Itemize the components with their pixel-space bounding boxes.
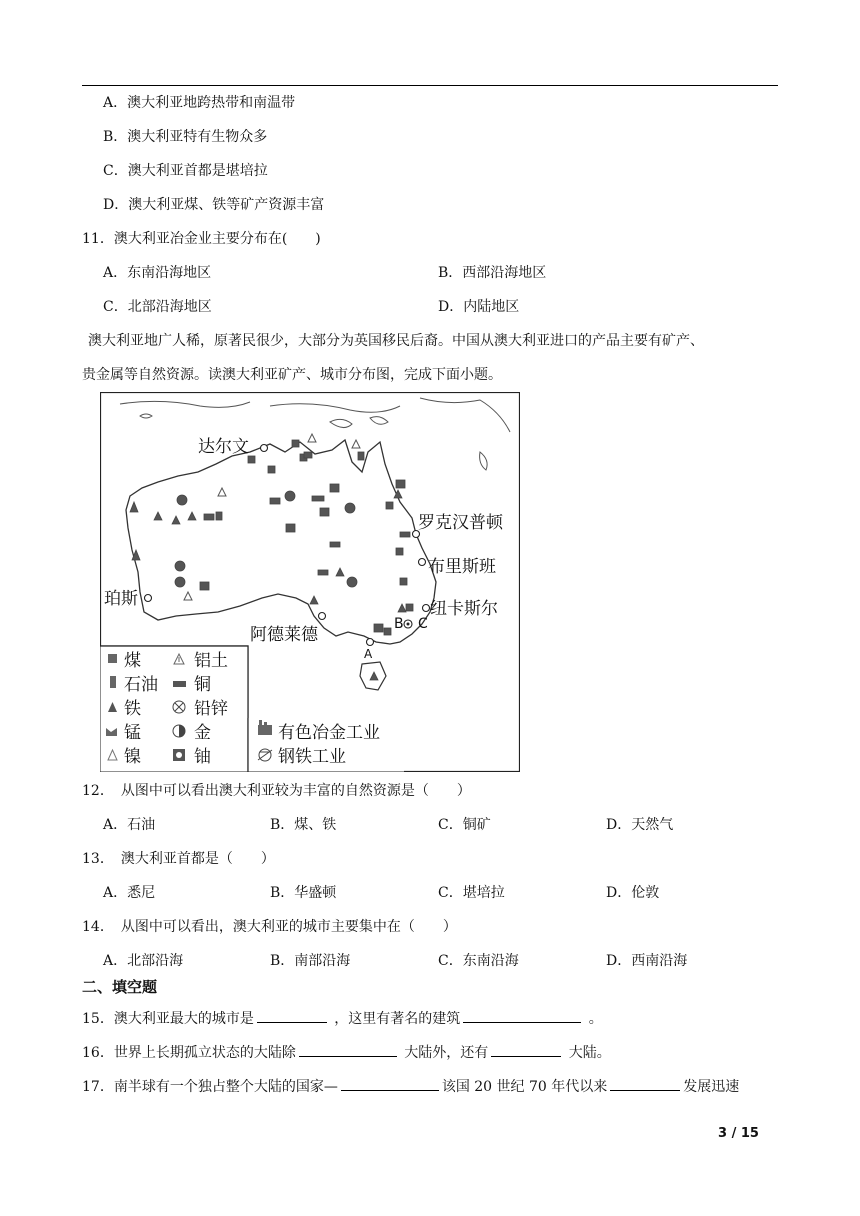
q11-option-c[interactable]: C．北部沿海地区 <box>103 299 212 315</box>
q12-stem: 12． 从图中可以看出澳大利亚较为丰富的自然资源是（ ） <box>82 783 471 799</box>
q15-part-2: ，这里有著名的建筑 <box>334 1011 461 1027</box>
legend-steel: 钢铁工业 <box>278 747 346 767</box>
q10-option-a[interactable]: A．澳大利亚地跨热带和南温带 <box>103 95 296 111</box>
q12-option-b[interactable]: B．煤、铁 <box>270 817 337 833</box>
q16-part-1: 16．世界上长期孤立状态的大陆除 <box>82 1045 296 1061</box>
q13-option-d[interactable]: D．伦敦 <box>606 885 660 901</box>
legend-oil: 石油 <box>124 675 158 695</box>
city-label-darwin: 达尔文 <box>198 437 249 457</box>
header-rule <box>82 85 778 86</box>
legend-nickel: 镍 <box>124 747 141 767</box>
q17 <box>82 1075 739 1097</box>
legend-gold: 金 <box>194 723 211 743</box>
point-label-c: C <box>418 616 428 632</box>
legend-metallurgy: 有色冶金工业 <box>278 723 380 743</box>
q17-blank-2[interactable] <box>610 1075 680 1091</box>
q14-option-b[interactable]: B．南部沿海 <box>270 953 351 969</box>
q17-part-2: 该国 20 世纪 70 年代以来 <box>441 1079 608 1095</box>
copper-symbol <box>173 681 186 687</box>
legend-coal: 煤 <box>124 651 141 671</box>
q16-part-2: 大陆外，还有 <box>404 1045 489 1061</box>
q10-option-b[interactable]: B．澳大利亚特有生物众多 <box>103 129 268 145</box>
q11-option-b[interactable]: B．西部沿海地区 <box>438 265 547 281</box>
q15-blank-2[interactable] <box>463 1007 581 1023</box>
q15-blank-1[interactable] <box>257 1007 327 1023</box>
q14-stem: 14． 从图中可以看出，澳大利亚的城市主要集中在（ ） <box>82 919 457 935</box>
q13-stem: 13． 澳大利亚首都是（ ） <box>82 851 275 867</box>
legend-manganese: 锰 <box>124 723 141 743</box>
q17-part-1: 17．南半球有一个独占整个大陆的国家— <box>82 1079 338 1095</box>
q16-part-3: 大陆。 <box>568 1045 611 1061</box>
city-label-newcastle: 纽卡斯尔 <box>430 599 498 619</box>
passage-line-2: 贵金属等自然资源。读澳大利亚矿产、城市分布图，完成下面小题。 <box>82 367 502 383</box>
q15 <box>82 1007 603 1029</box>
q13-option-a[interactable]: A．悉尼 <box>103 885 156 901</box>
australia-resource-map <box>100 392 520 772</box>
q14-option-a[interactable]: A．北部沿海 <box>103 953 184 969</box>
city-label-adelaide: 阿德莱德 <box>250 625 318 645</box>
legend-leadzinc: 铅锌 <box>194 699 228 719</box>
q11-stem: 11．澳大利亚冶金业主要分布在( ) <box>82 231 321 247</box>
q16 <box>82 1041 611 1063</box>
q11-option-d[interactable]: D．内陆地区 <box>438 299 520 315</box>
legend-iron: 铁 <box>124 699 141 719</box>
q10-option-d[interactable]: D．澳大利亚煤、铁等矿产资源丰富 <box>103 197 325 213</box>
passage-line-1: 澳大利亚地广人稀，原著民很少，大部分为英国移民后裔。中国从澳大利亚进口的产品主要有矿产、 <box>88 333 704 349</box>
city-label-rockhampton: 罗克汉普顿 <box>418 513 503 533</box>
q11-option-a[interactable]: A．东南沿海地区 <box>103 265 212 281</box>
coal-symbol <box>108 654 117 663</box>
legend-bauxite: 铝土 <box>194 651 228 671</box>
q16-blank-2[interactable] <box>491 1041 561 1057</box>
q17-part-3: 发展迅速 <box>683 1079 740 1095</box>
point-label-b: B <box>394 616 404 632</box>
legend-copper: 铜 <box>194 675 211 695</box>
q10-option-c[interactable]: C．澳大利亚首都是堪培拉 <box>103 163 268 179</box>
q14-option-d[interactable]: D．西南沿海 <box>606 953 688 969</box>
q17-blank-1[interactable] <box>341 1075 439 1091</box>
q16-blank-1[interactable] <box>299 1041 397 1057</box>
q12-option-c[interactable]: C．铜矿 <box>438 817 491 833</box>
point-label-a: A <box>364 647 373 661</box>
city-label-brisbane: 布里斯班 <box>428 557 496 577</box>
q13-option-c[interactable]: C．堪培拉 <box>438 885 505 901</box>
oil-symbol <box>110 676 116 688</box>
q14-option-c[interactable]: C．东南沿海 <box>438 953 519 969</box>
legend-uranium: 铀 <box>194 747 211 767</box>
q13-option-b[interactable]: B．华盛顿 <box>270 885 337 901</box>
city-label-perth: 珀斯 <box>104 589 138 609</box>
page-number: 3 / 15 <box>718 1126 759 1141</box>
q12-option-a[interactable]: A．石油 <box>103 817 156 833</box>
q15-part-3: 。 <box>588 1011 603 1027</box>
q12-option-d[interactable]: D．天然气 <box>606 817 674 833</box>
q15-part-1: 15．澳大利亚最大的城市是 <box>82 1011 254 1027</box>
section-heading: 二、填空题 <box>82 978 158 996</box>
